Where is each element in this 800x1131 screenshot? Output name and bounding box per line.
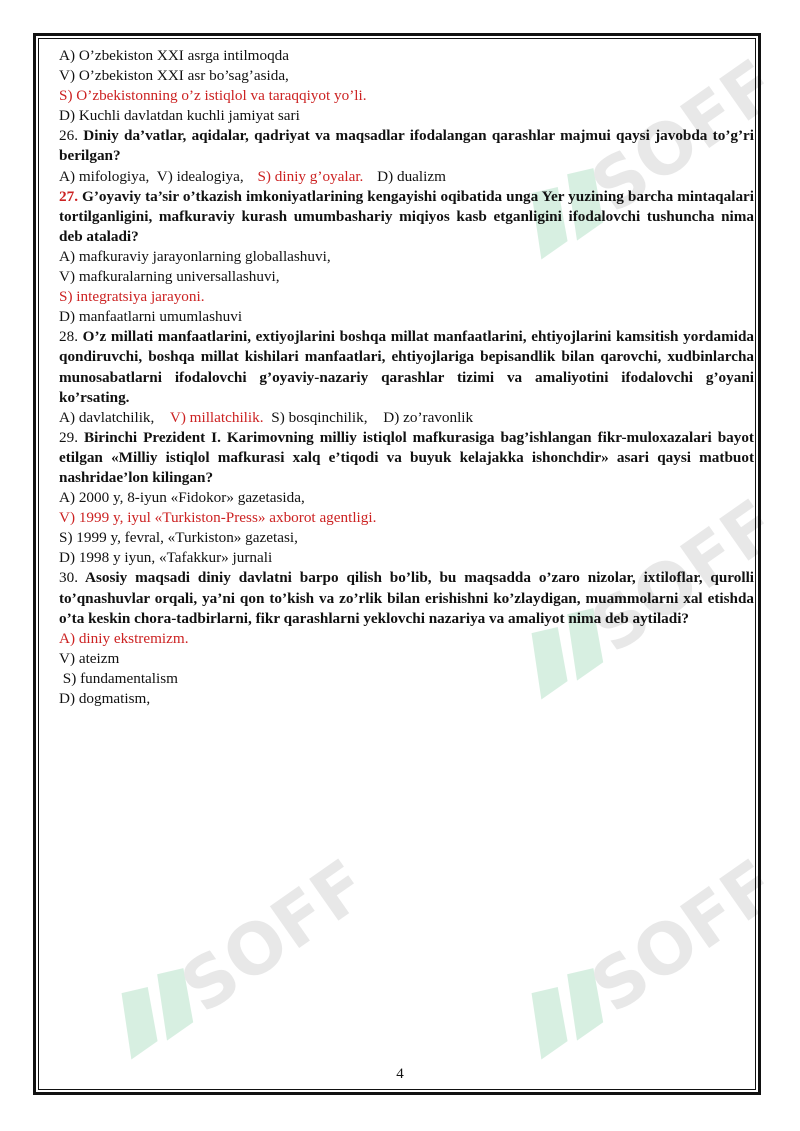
option-27v: V) mafkuralarning universallashuvi,	[59, 268, 280, 286]
svg-text:SOFF: SOFF	[166, 843, 382, 1029]
page-number: 4	[396, 1066, 404, 1082]
question-27	[59, 187, 754, 247]
question-number: 27.	[59, 187, 78, 205]
option-26d: D) dualizm	[377, 167, 446, 185]
question-number: 26.	[59, 127, 78, 145]
option-26a: A) mifologiya,	[59, 167, 150, 185]
option-30s: S) fundamentalism	[59, 669, 178, 687]
question-28	[59, 327, 754, 407]
options-26	[59, 167, 754, 187]
option-25a: A) O’zbekiston XXI asrga intilmoqda	[59, 47, 290, 64]
question-text: Asosiy maqsadi diniy davlatni barpo qilish bo’lib, bu maqsadda o’zaro nizolar, ixtiloflar, qurolli to’qnashuvlar orqali, ya’ni qon to’kish va zo’rlik bilan erishishni ko’zlaydigan, muammolarni xal etishda o’ta keskin chora-tadbirlarni, fikr qarashlarni yeklovchi nazariya va amaliyot nima deb aytiladi?	[59, 569, 755, 627]
option-28v-correct: V) millatchilik.	[169, 408, 264, 426]
svg-text:SOFF: SOFF	[576, 43, 792, 229]
option-29d: D) 1998 y iyun, «Tafakkur» jurnali	[59, 549, 273, 567]
option-27a: A) mafkuraviy jarayonlarning globallashuvi,	[59, 247, 331, 265]
option-30a-correct: A) diniy ekstremizm.	[59, 629, 189, 647]
svg-text:SOFF: SOFF	[576, 483, 792, 669]
question-number: 30.	[59, 569, 78, 587]
option-25v: V) O’zbekiston XXI asr bo’sag’asida,	[59, 67, 289, 85]
option-26s-correct: S) diniy g’oyalar.	[257, 167, 364, 185]
option-27s-correct: S) integratsiya jarayoni.	[59, 288, 205, 306]
question-text: G’oyaviy ta’sir o’tkazish imkoniyatlarining kengayishi oqibatida unga Yer yuzining barcha mintaqalari tortilganligini, mafkuraviy kurash umumbashariy miqiyos kasb etganligini ifodalovchi tushuncha nima deb ataladi?	[59, 187, 754, 245]
option-28a: A) davlatchilik,	[59, 408, 155, 426]
option-30d: D) dogmatism,	[59, 690, 151, 707]
option-29a: A) 2000 y, 8-iyun «Fidokor» gazetasida,	[59, 489, 305, 507]
question-text: O’z millati manfaatlarini, extiyojlarini boshqa millat manfaatlarini, ehtiyojlarini kamsitish yordamida qondiruvchi, boshqa millat kishilari manfaatlari, ehtiyojlariga bepisandlik bilan qarovchi, xudbinlarcha munosabatlarni ifodalovchi g’oyaviy-nazariy qarashlar tizimi va amaliyotini ifodalovchi g’oyani ko’rsating.	[59, 328, 755, 406]
question-number: 28.	[59, 328, 78, 346]
option-27d: D) manfaatlarni umumlashuvi	[59, 308, 243, 326]
option-29s: S) 1999 y, fevral, «Turkiston» gazetasi,	[59, 529, 298, 547]
question-text: Diniy da’vatlar, aqidalar, qadriyat va maqsadlar ifodalangan qarashlar majmui qaysi javobda to’g’ri berilgan?	[59, 127, 754, 165]
option-29v-correct: V) 1999 y, iyul «Turkiston-Press» axborot agentligi.	[59, 509, 377, 527]
svg-text:SOFF: SOFF	[576, 843, 792, 1029]
option-28d: D) zo’ravonlik	[383, 408, 474, 426]
question-number: 29.	[59, 428, 78, 446]
option-25d: D) Kuchli davlatdan kuchli jamiyat sari	[59, 107, 300, 125]
option-30v: V) ateizm	[59, 649, 120, 667]
question-30	[59, 568, 754, 628]
option-25s-correct: S) O’zbekistonning o’z istiqlol va taraqqiyot yo’li.	[59, 87, 367, 105]
option-26v: V) idealogiya,	[156, 167, 244, 185]
question-26	[59, 126, 754, 166]
document-body	[59, 46, 754, 709]
option-28s: S) bosqinchilik,	[271, 408, 368, 426]
question-text: Birinchi Prezident I. Karimovning milliy istiqlol mafkurasiga bag’ishlangan fikr-muloxazalari bayot etilgan «Milliy istiqlol mafkurasi xalq e’tiqodi va buyuk kelajakka ishonchdir» asari qaysi matbuot nashridae’lon kilingan?	[59, 428, 754, 486]
question-29	[59, 428, 754, 488]
options-28	[59, 408, 754, 428]
